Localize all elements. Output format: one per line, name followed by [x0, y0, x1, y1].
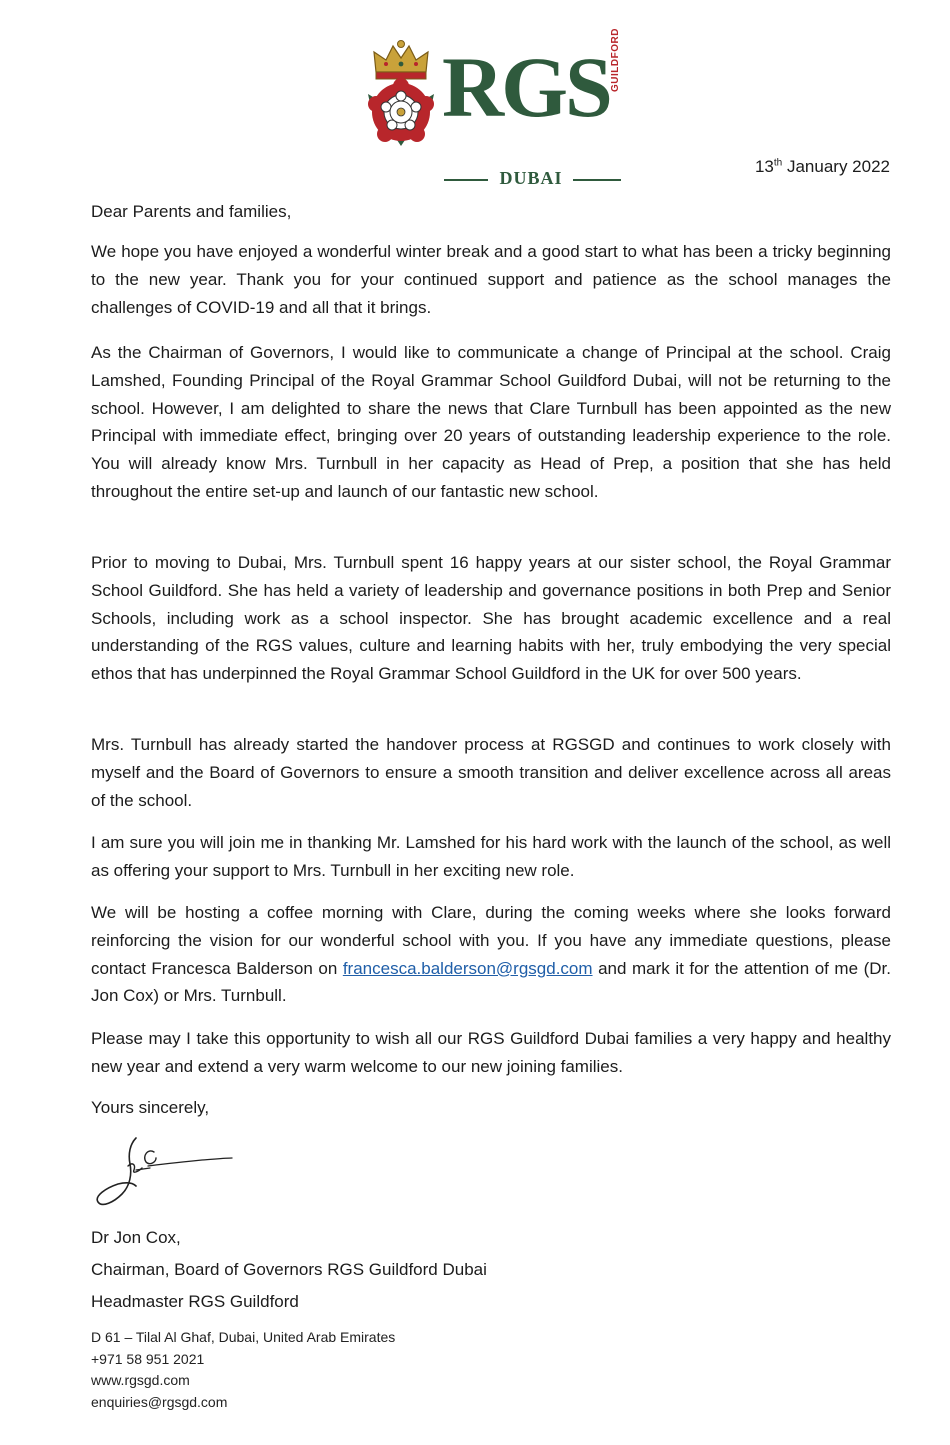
rose-crown-crest-icon: [366, 38, 436, 156]
logo-side-text: GUILDFORD: [610, 28, 621, 92]
signatory-name: Dr Jon Cox,: [91, 1228, 181, 1247]
paragraph: As the Chairman of Governors, I would like to communicate a change of Principal at the school. Craig Lamshed, Founding Principal of the Royal Grammar School Guildford Dubai, will not be returning to the school. However, I am delighted to share the news that Clare Turnbull has been appointed as the new Principal with immediate effect, bringing over 20 years of outstanding leadership experience to the role. You will already know Mrs. Turnbull in her capacity as Head of Prep, a position that she has held throughout the entire set-up and launch of our fantastic new school.: [91, 343, 891, 501]
logo-location: DUBAI: [499, 168, 563, 188]
email-link[interactable]: francesca.balderson@rgsgd.com: [342, 958, 593, 978]
paragraph: Please may I take this opportunity to wish all our RGS Guildford Dubai families a very happy and healthy new year and extend a very warm welcome to our new joining families.: [91, 1029, 891, 1076]
footer-contact: [91, 1327, 395, 1413]
date-month-year: January 2022: [786, 157, 890, 176]
date-suffix: th: [773, 157, 783, 169]
signatory-title: Chairman, Board of Governors RGS Guildford Dubai: [91, 1260, 487, 1279]
logo-wordmark: RGS: [442, 39, 610, 135]
paragraph: [91, 899, 891, 1010]
signatory-title: Headmaster RGS Guildford: [91, 1292, 299, 1311]
salutation: Dear Parents and families,: [91, 202, 292, 221]
logo-rule: [573, 179, 621, 181]
school-logo: [366, 28, 626, 188]
paragraph-text: We will be hosting a coffee morning with Clare, during the coming weeks where she looks forward reinforcing the vision for our wonderful school with you. If you have any immediate questions, please contact Francesca Balderson on: [91, 903, 891, 978]
paragraph: I am sure you will join me in thanking Mr. Lamshed for his hard work with the launch of the school, as well as offering your support to Mrs. Turnbull in her exciting new role.: [91, 833, 891, 880]
paragraph-text: and mark it for the attention of me (Dr. Jon Cox) or Mrs. Turnbull.: [91, 958, 891, 1006]
closing: Yours sincerely,: [91, 1098, 210, 1117]
footer-address: D 61 – Tilal Al Ghaf, Dubai, United Arab Emirates: [91, 1329, 396, 1345]
logo-rule: [444, 179, 488, 181]
letter-date: [755, 157, 890, 177]
footer-website[interactable]: www.rgsgd.com: [91, 1372, 190, 1388]
handwritten-signature: [92, 1130, 242, 1220]
paragraph: Mrs. Turnbull has already started the handover process at RGSGD and continues to work closely with myself and the Board of Governors to ensure a smooth transition and deliver excellence across all areas of the school.: [91, 735, 891, 810]
paragraph: Prior to moving to Dubai, Mrs. Turnbull spent 16 happy years at our sister school, the Royal Grammar School Guildford. She has held a variety of leadership and governance positions in both Prep and Senior Schools, including work as a school inspector. She has brought academic excellence and a real understanding of the RGS values, culture and learning habits with her, truly embodying the very special ethos that has underpinned the Royal Grammar School Guildford in the UK for over 500 years.: [91, 553, 891, 684]
footer-phone: +971 58 951 2021: [91, 1350, 205, 1367]
paragraph: We hope you have enjoyed a wonderful winter break and a good start to what has been a tricky beginning to the new year. Thank you for your continued support and patience as the school manages the challenges of COVID-19 and all that it brings.: [91, 242, 891, 317]
signatory-block: [91, 1222, 487, 1318]
date-day: 13: [754, 157, 774, 176]
footer-email[interactable]: enquiries@rgsgd.com: [91, 1393, 228, 1410]
